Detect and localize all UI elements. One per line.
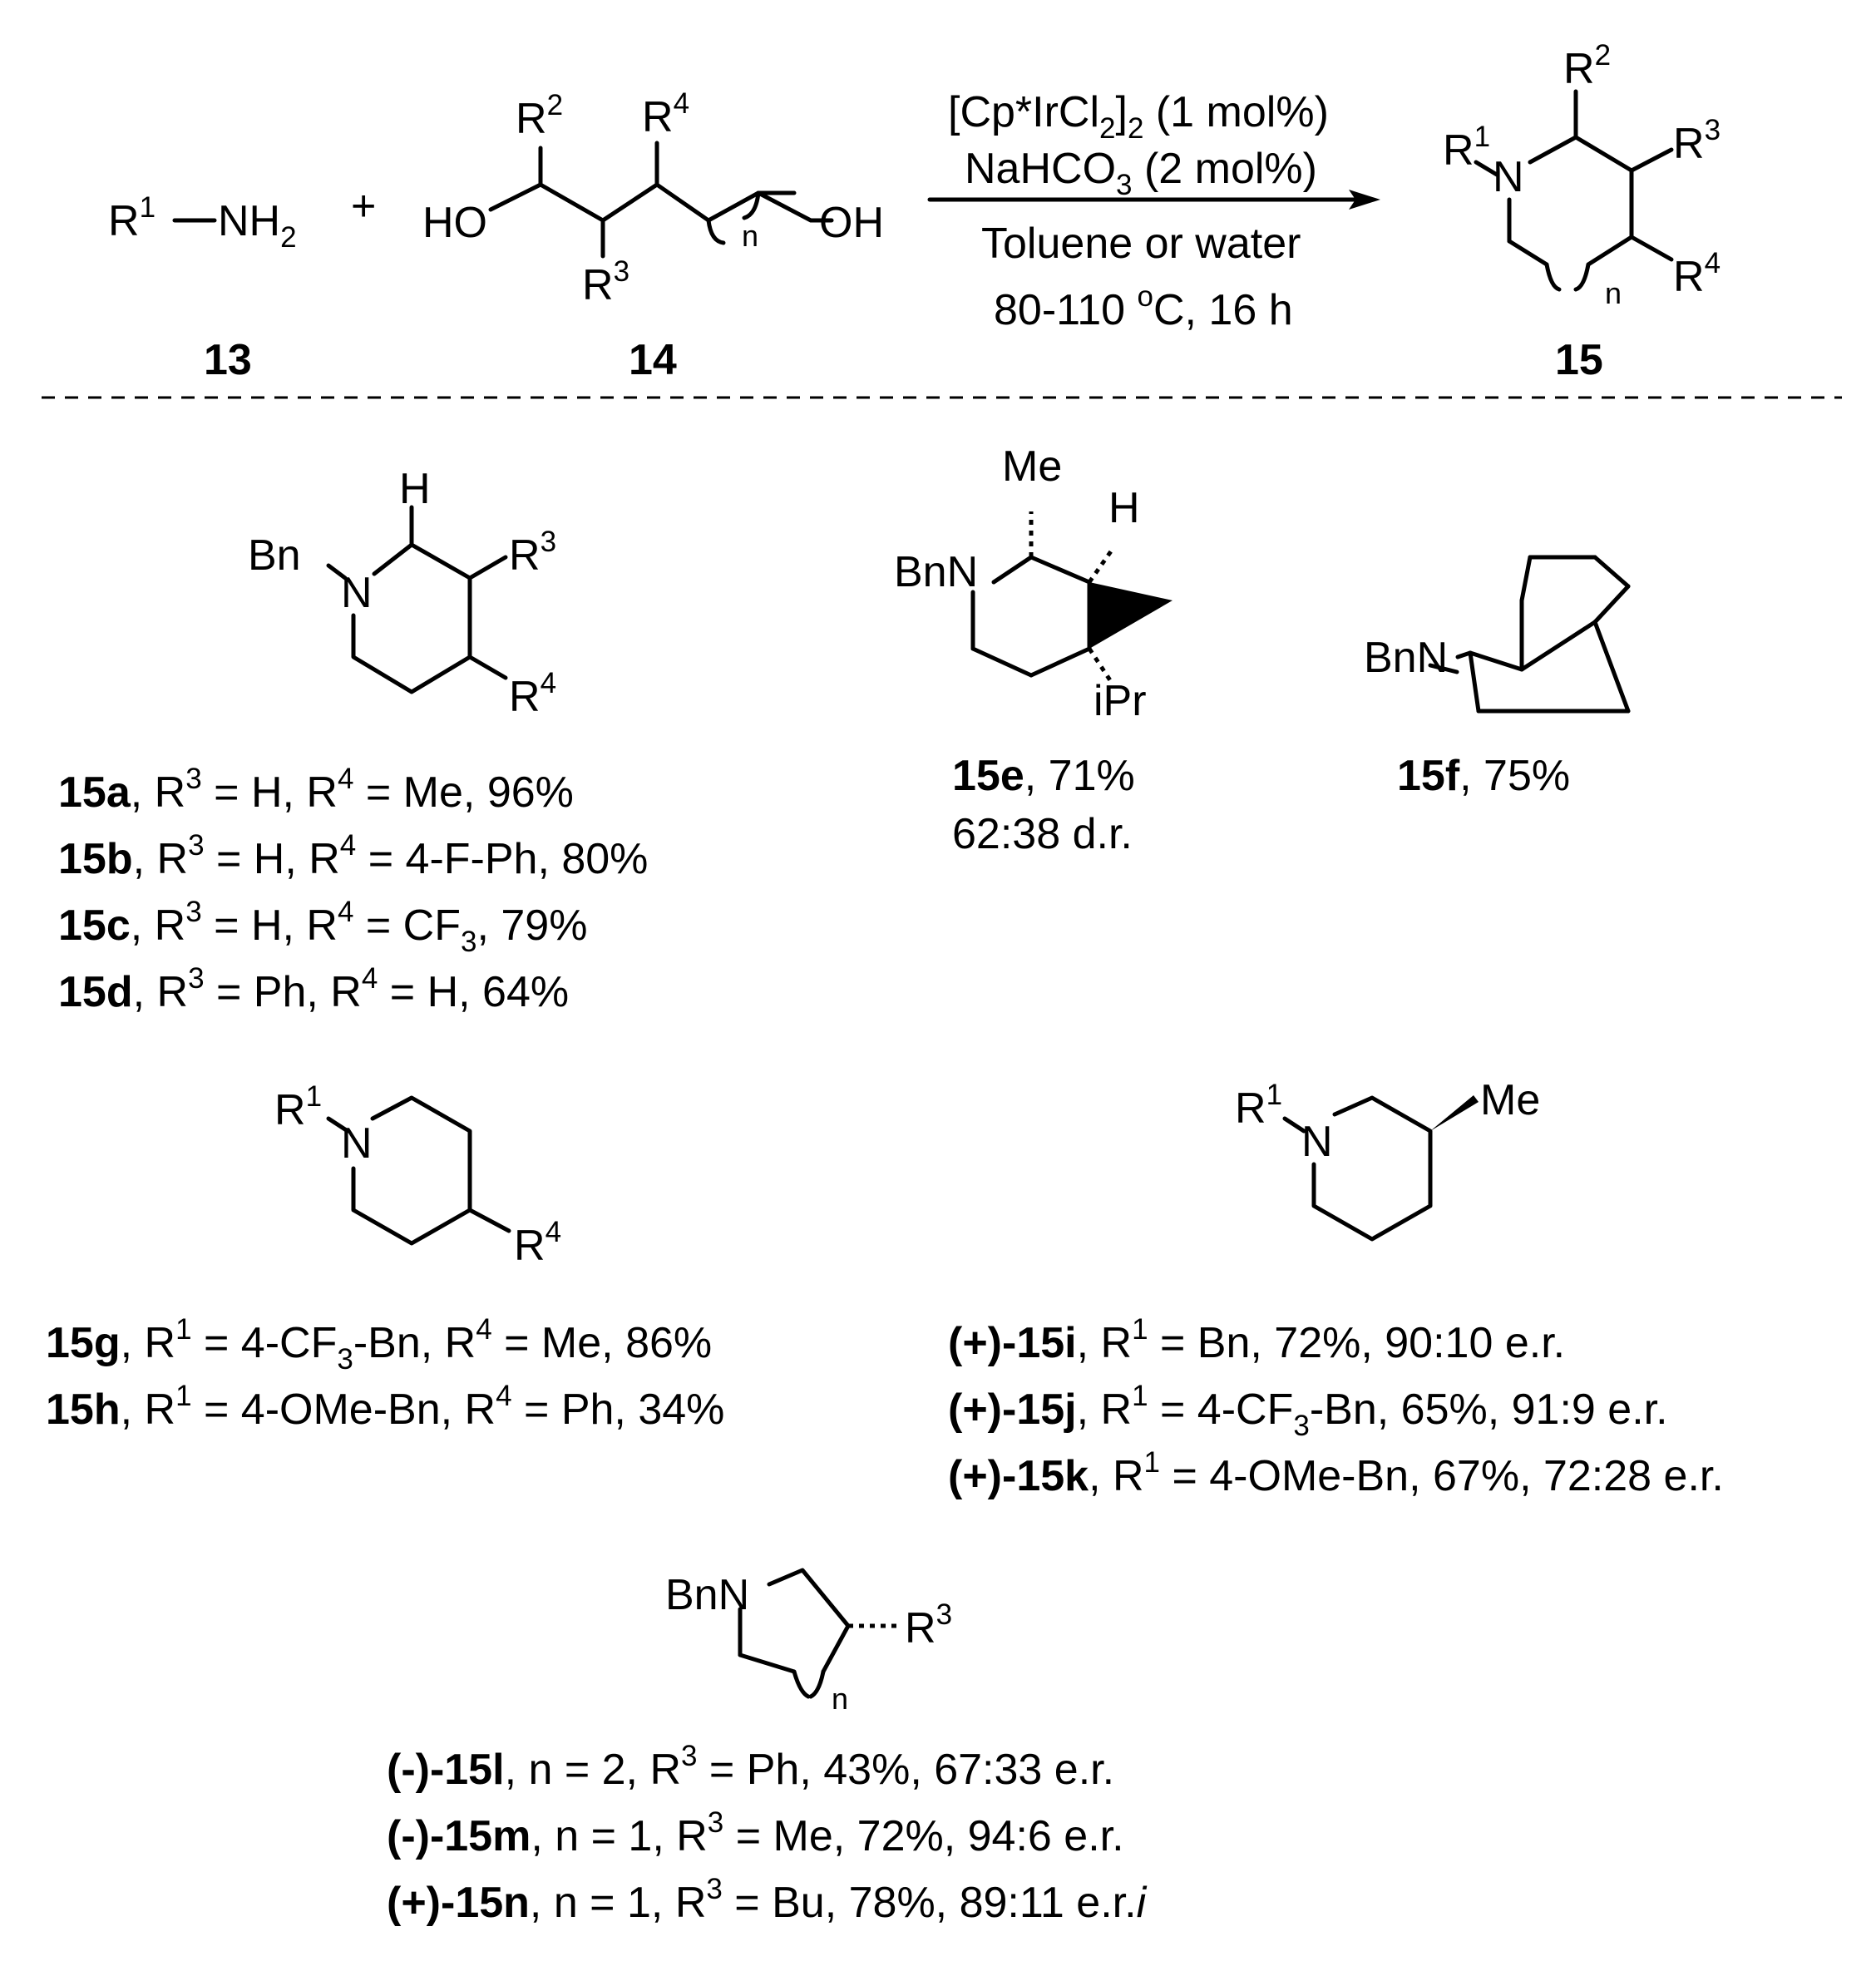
entry-15a: 15a, $R^3 = H$, $R^4 = Me$, 96%: [58, 763, 574, 817]
diol-ho: HO: [422, 199, 487, 247]
plus-sign: +: [351, 182, 377, 230]
diol-oh: OH: [819, 199, 884, 247]
15g-h-list: [46, 1313, 724, 1434]
label-14: 14: [629, 336, 677, 384]
label-15: 15: [1555, 336, 1603, 384]
15e-ipr: iPr: [1094, 677, 1147, 725]
15a-r4: $R^4$: [509, 667, 557, 721]
15f-label: 15f, 75%: [1397, 752, 1571, 800]
15l-bnn: BnN: [665, 1571, 750, 1619]
diol-structure: [491, 143, 832, 256]
15l-r3: $R^3$: [905, 1598, 953, 1652]
product-n: N: [1493, 153, 1524, 201]
15i-r1: $R^1$: [1235, 1079, 1283, 1133]
15a-r3: $R^3$: [509, 526, 557, 580]
entry-15c: 15c, $R^3 = H$, $R^4 = CF_3$, 79%: [58, 896, 588, 958]
product-r1: $R^1$: [1443, 121, 1491, 175]
15l-n: n: [832, 1682, 849, 1716]
15g-n: N: [341, 1119, 373, 1168]
entry-15b: 15b, $R^3 = H$, $R^4 = 4-F-Ph$, 80%: [58, 829, 649, 883]
15a-bn: Bn: [248, 531, 301, 580]
structure-15i: [1285, 1095, 1479, 1239]
cond-line2: NaHCO$_3$ (2 mol%): [965, 145, 1317, 201]
product-r2: $R^2$: [1563, 39, 1612, 93]
structure-15e: [973, 511, 1172, 680]
diol-r4: $R^4$: [642, 87, 690, 141]
structure-15l: [740, 1570, 902, 1697]
diol-r3: $R^3$: [582, 255, 630, 309]
15e-me: Me: [1002, 442, 1063, 491]
cond-line3: Toluene or water: [981, 220, 1301, 268]
product-r3: $R^3$: [1673, 114, 1721, 168]
15g-r4: $R^4$: [514, 1216, 562, 1270]
entry-15g: 15g, $R^1 = 4-CF_3-Bn$, $R^4 = Me$, 86%: [46, 1313, 713, 1376]
entry-15j: (+)-15j, $R^1 = 4-CF_3-Bn$, 65%, 91:9 e.r.: [948, 1380, 1668, 1442]
15e-dr: 62:38 d.r.: [952, 810, 1133, 858]
15i-me: Me: [1480, 1076, 1541, 1124]
15a-d-list: [58, 763, 648, 1016]
15e-bnn: BnN: [894, 548, 979, 596]
amine-nh2: $NH_2$: [218, 197, 297, 254]
diol-r2: $R^2$: [516, 89, 564, 143]
15i-n: N: [1301, 1118, 1333, 1166]
product-nsub: n: [1605, 276, 1622, 310]
15g-r1: $R^1$: [274, 1080, 323, 1134]
entry-15d: 15d, $R^3 = Ph$, $R^4 = H$, 64%: [58, 962, 570, 1016]
15a-n: N: [341, 569, 373, 617]
entry-15l: (-)-15l, n = 2, $R^3 = Ph$, 43%, 67:33 e.r.: [387, 1740, 1115, 1794]
entry-15m: (-)-15m, n = 1, $R^3 = Me$, 72%, 94:6 e.r.: [387, 1806, 1124, 1860]
15a-h: H: [399, 465, 431, 513]
structure-15f: [1430, 557, 1628, 711]
15l-n-list: [387, 1740, 1148, 1927]
15e-h: H: [1108, 484, 1140, 532]
15f-bnn: BnN: [1364, 634, 1449, 682]
15i-k-list: [948, 1313, 1724, 1500]
cond-line1: $[Cp*IrCl_2]_2$ (1 mol%): [948, 88, 1329, 145]
entry-15i: (+)-15i, $R^1 = Bn$, 72%, 90:10 e.r.: [948, 1313, 1566, 1367]
diol-n: n: [742, 219, 759, 253]
cond-line4: 80-110 $^o$C, 16 h: [994, 280, 1293, 334]
product-r4: $R^4$: [1673, 247, 1721, 301]
entry-15h: 15h, $R^1 = 4-OMe-Bn$, $R^4 = Ph$, 34%: [46, 1380, 725, 1434]
amine-r1: $R^1$: [108, 191, 156, 245]
entry-15n: (+)-15n, n = 1, $R^3 = Bu$, 78%, 89:11 e.r.i: [387, 1873, 1147, 1927]
15e-label: 15e, 71%: [952, 752, 1135, 800]
label-13: 13: [204, 336, 252, 384]
entry-15k: (+)-15k, $R^1 = 4-OMe-Bn$, 67%, 72:28 e.r.: [948, 1446, 1724, 1500]
